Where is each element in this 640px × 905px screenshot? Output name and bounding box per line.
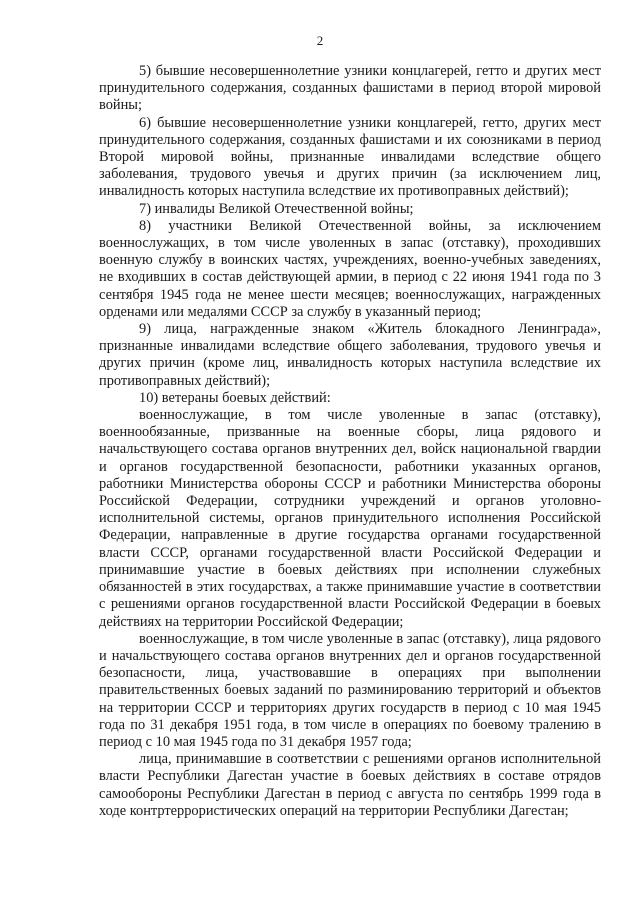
paragraph-combat-veterans-servicemen: военнослужащие, в том числе уволенные в запас (отставку), военнообязанные, призванные на военные сборы, лица рядового и начальствующего состава органов внутренних дел, войск национальной гвардии и органов государственной безопасности, работники указанных органов, работники Министерства обороны СССР и работники Министерства обороны Российской Федерации, сотрудники учреждений и органов уголовно-исполнительной системы, органов принудительного исполнения Российской Федерации, направленные в другие государства органами государственной власти СССР, органами государственной власти Российской Федерации и принимавшие участие в боевых действиях при исполнении служебных обязанностей в этих государствах, а также принимавшие участие в соответствии с решениями органов государственной власти Российской Федерации в боевых действиях на территории Российской Федерации; [99,407,601,630]
document-body [99,63,601,820]
page-number: 2 [316,33,324,48]
paragraph-dagestan-self-defense: лица, принимавшие в соответствии с решениями органов исполнительной власти Республики Дагестан участие в боевых действиях в составе отрядов самообороны Республики Дагестан в период с августа по сентябрь 1999 года в ходе контртеррористических операций на территории Республики Дагестан; [99,751,601,819]
paragraph-item-5: 5) бывшие несовершеннолетние узники концлагерей, гетто и других мест принудительного содержания, созданных фашистами в период второй мировой войны; [99,63,601,114]
paragraph-item-10-heading: 10) ветераны боевых действий: [139,389,331,406]
paragraph-demining-participants: военнослужащие, в том числе уволенные в запас (отставку), лица рядового и начальствующего состава органов внутренних дел и органов государственной безопасности, лица, участвовавшие в операциях при выполнении правительственных боевых заданий по разминированию территорий и объектов на территории СССР и территориях других государств в период с 10 мая 1945 года по 31 декабря 1951 года, в том числе в операциях по боевому тралению в период с 10 мая 1945 года по 31 декабря 1957 года; [99,630,601,750]
paragraph-item-6: 6) бывшие несовершеннолетние узники концлагерей, гетто, других мест принудительного содержания, созданных фашистами и их союзниками в период Второй мировой войны, признанные инвалидами вследствие общего заболевания, трудового увечья и других причин (за исключением лиц, инвалидность которых наступила вследствие их противоправных действий); [99,114,601,200]
paragraph-item-9: 9) лица, награжденные знаком «Житель блокадного Ленинграда», признанные инвалидами вследствие общего заболевания, трудового увечья и других причин (кроме лиц, инвалидность которых наступила вследствие их противоправных действий); [99,321,601,389]
paragraph-item-8: 8) участники Великой Отечественной войны, за исключением военнослужащих, в том числе уволенных в запас (отставку), проходивших военную службу в воинских частях, учреждениях, военно-учебных заведениях, не входивших в состав действующей армии, в период с 22 июня 1941 года по 3 сентября 1945 года не менее шести месяцев; военнослужащих, награжденных орденами или медалями СССР за службу в указанный период; [99,217,601,320]
paragraph-item-7: 7) инвалиды Великой Отечественной войны; [139,200,414,217]
